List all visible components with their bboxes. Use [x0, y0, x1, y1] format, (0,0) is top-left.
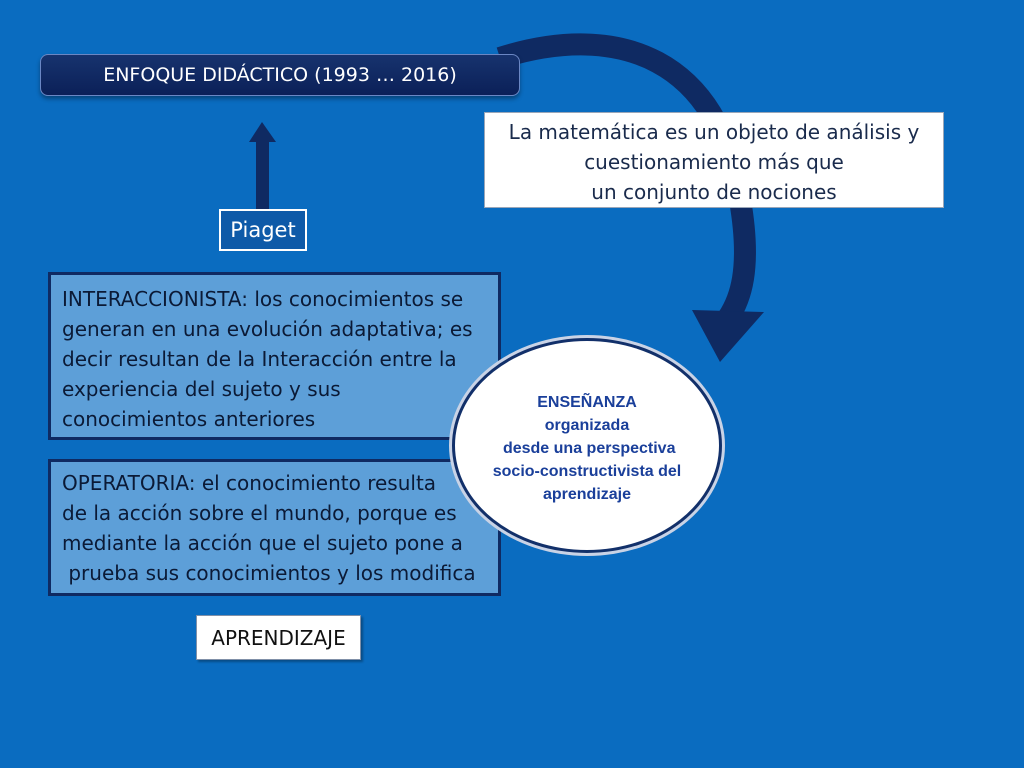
- aprendizaje-text: APRENDIZAJE: [211, 625, 346, 650]
- interaccionista-line: experiencia del sujeto y sus: [62, 377, 341, 401]
- piaget-label: [219, 209, 307, 251]
- piaget-text: Piaget: [230, 218, 296, 242]
- ensenanza-ellipse: [452, 338, 722, 553]
- ensenanza-line: ENSEÑANZA: [537, 394, 637, 411]
- ensenanza-line: aprendizaje: [542, 486, 632, 503]
- interaccionista-line: conocimientos anteriores: [62, 407, 316, 431]
- interaccionista-box: [48, 272, 501, 440]
- operatoria-line: mediante la acción que el sujeto pone a: [62, 531, 463, 555]
- curved-arrow-head: [692, 310, 764, 362]
- statement-box: [484, 112, 944, 208]
- ensenanza-line: socio-constructivista del: [492, 463, 682, 480]
- aprendizaje-label: [196, 615, 361, 660]
- ensenanza-line: organizada: [544, 417, 630, 434]
- interaccionista-line: generan en una evolución adaptativa; es: [62, 317, 473, 341]
- up-arrow-shaft: [256, 140, 269, 209]
- statement-line: un conjunto de nociones: [591, 180, 837, 204]
- ensenanza-line: desde una perspectiva: [498, 440, 676, 457]
- statement-line: La matemática es un objeto de análisis y: [508, 120, 920, 144]
- interaccionista-line: decir resultan de la Interacción entre la: [62, 347, 457, 371]
- interaccionista-line: INTERACCIONISTA: los conocimientos se: [62, 287, 464, 311]
- operatoria-line: OPERATORIA: el conocimiento resulta: [62, 471, 437, 495]
- operatoria-line: de la acción sobre el mundo, porque es: [62, 501, 457, 525]
- operatoria-box: [48, 459, 501, 596]
- title-text: ENFOQUE DIDÁCTICO (1993 … 2016): [103, 64, 457, 86]
- statement-line: cuestionamiento más que: [584, 150, 844, 174]
- title-bar: [40, 54, 520, 96]
- up-arrow-head: [249, 122, 276, 142]
- operatoria-line: prueba sus conocimientos y los modifica: [62, 561, 476, 585]
